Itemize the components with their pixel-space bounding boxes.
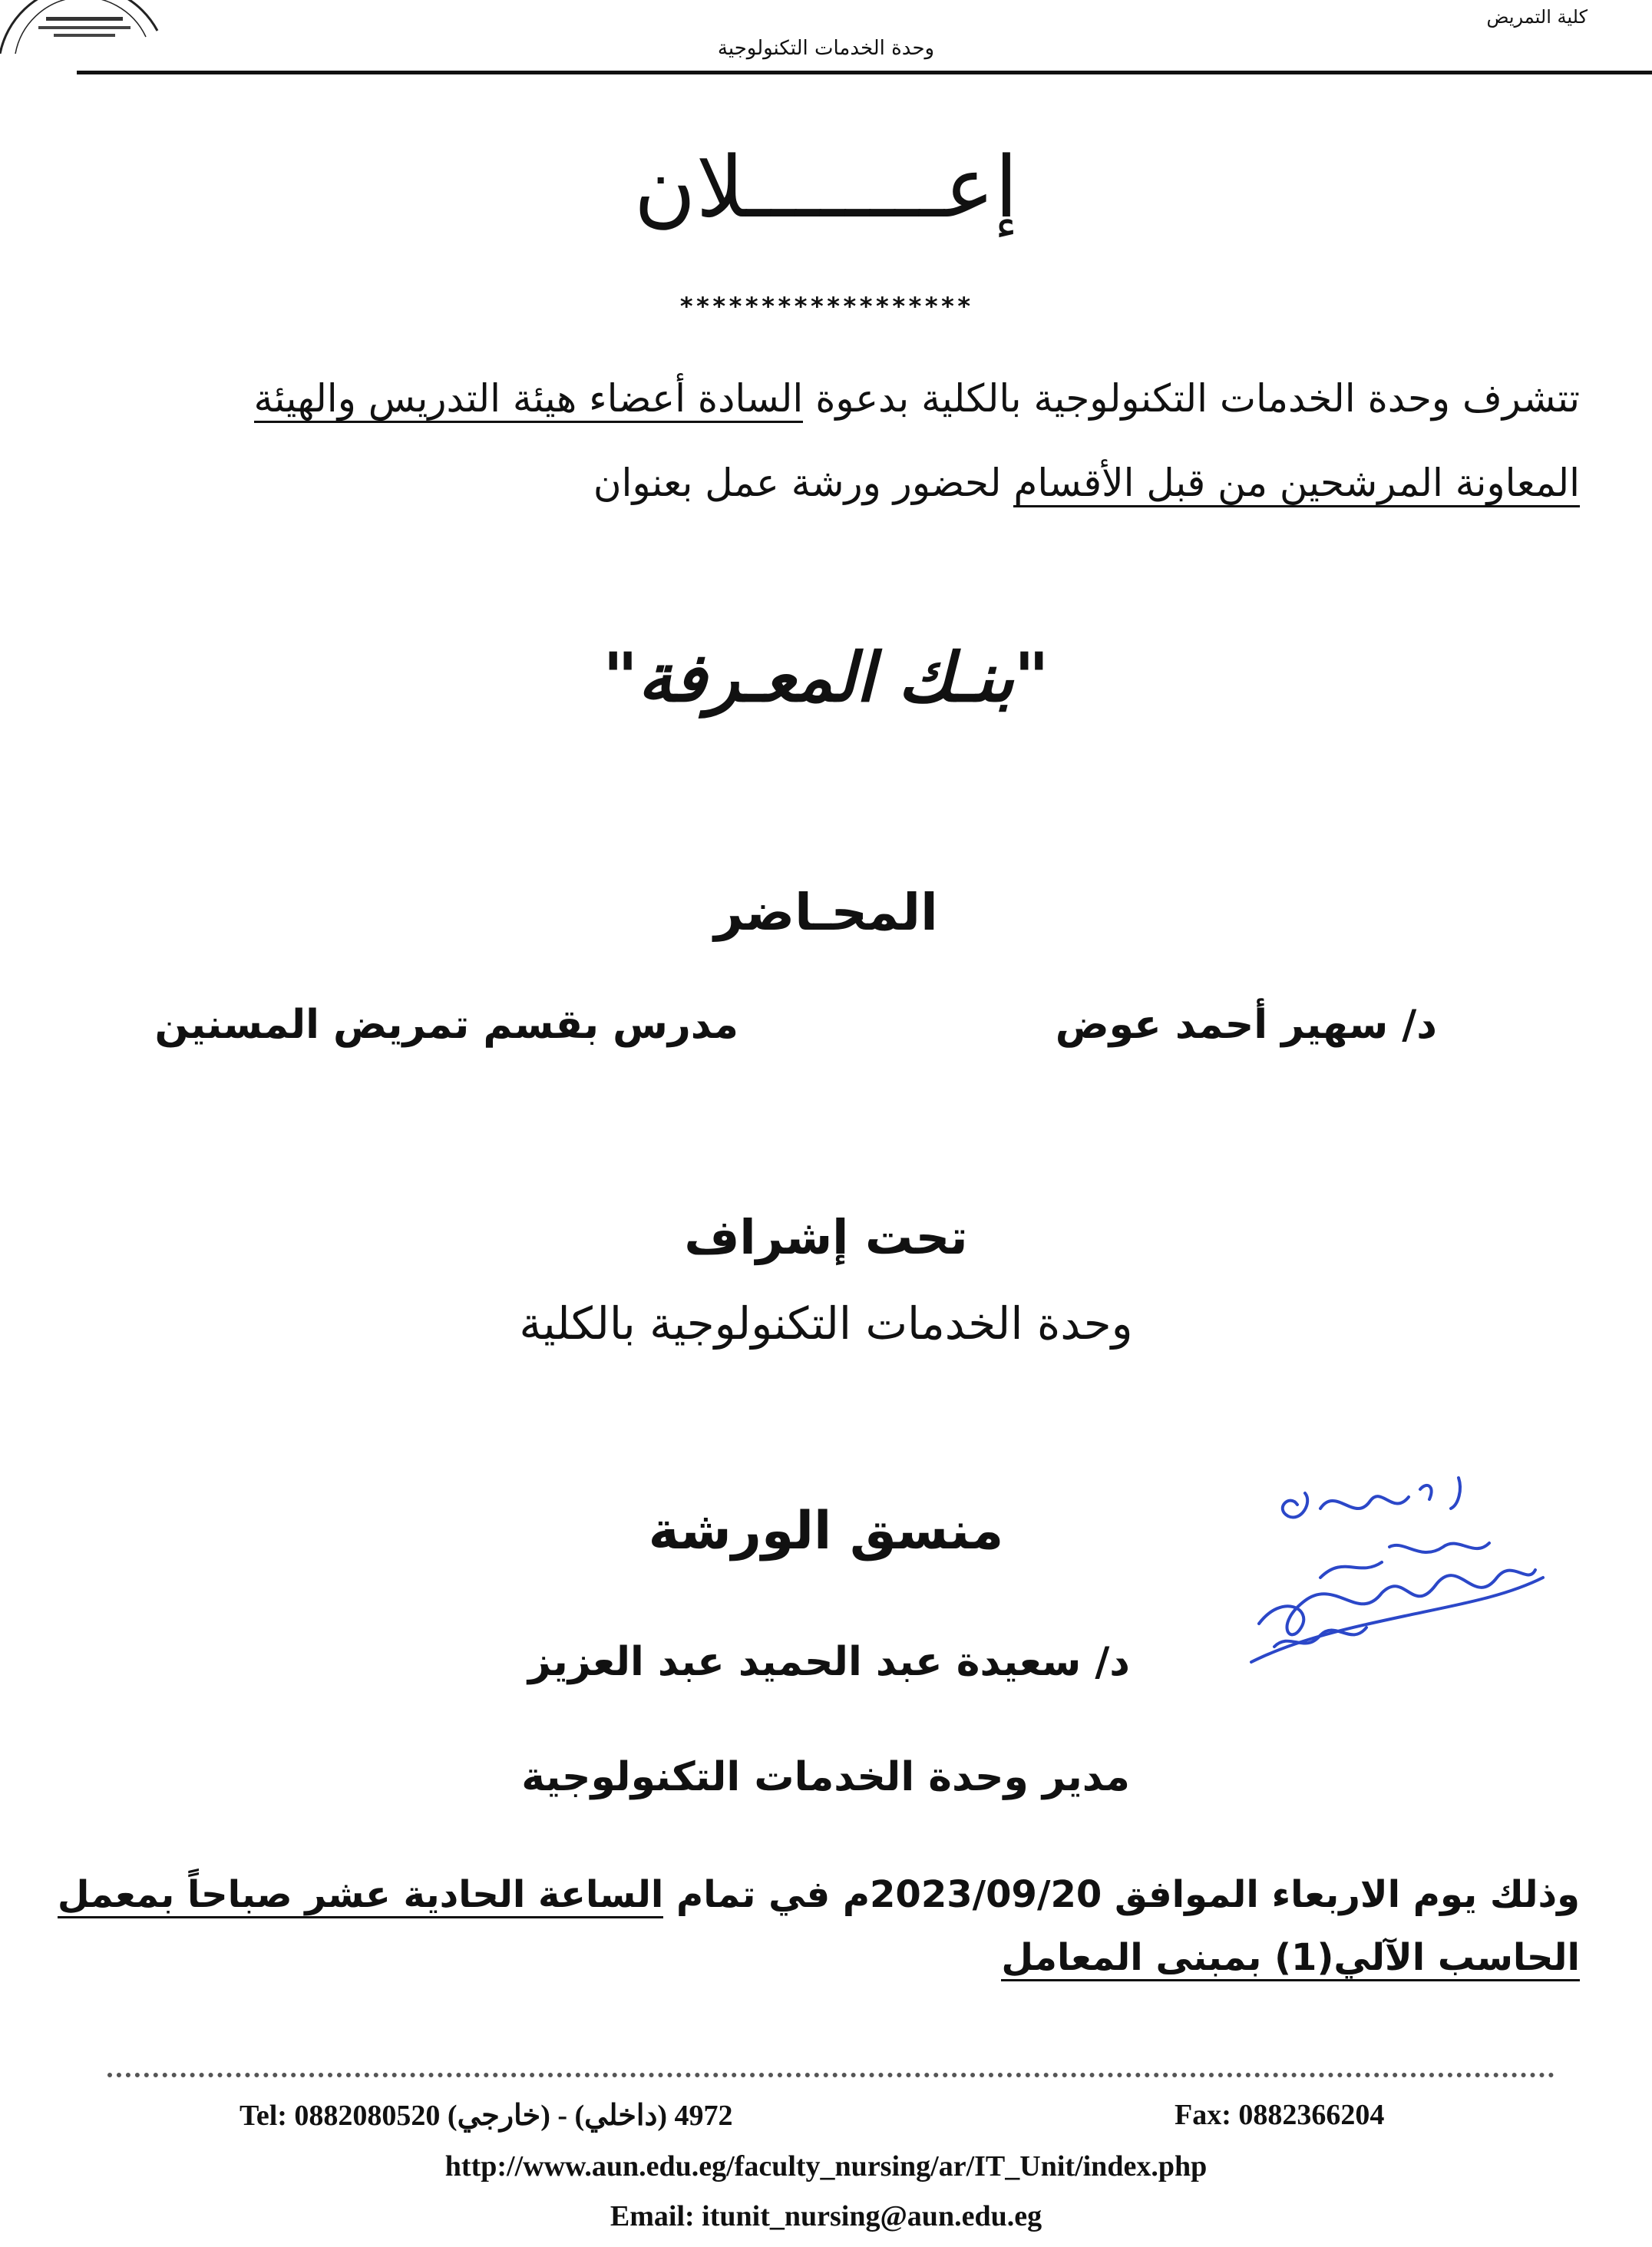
intro-line-1 — [83, 376, 1580, 421]
announcement-title: إعــــــــلان — [633, 138, 1019, 236]
workshop-title: "بنـك المعـرفة" — [603, 637, 1049, 717]
footer-tel: Tel: 0882080520 (خارجي) - 4972 (داخلي) — [240, 2100, 733, 2132]
when-line-1-underlined: الساعة الحادية عشر صباحاً بمعمل — [58, 1873, 663, 1918]
footer-fax: Fax: 0882366204 — [1175, 2099, 1385, 2131]
intro-line-1-underlined: السادة أعضاء هيئة التدريس والهيئة — [254, 376, 804, 423]
coordinator-name: د/ سعيدة عبد الحميد عبد العزيز — [527, 1639, 1130, 1685]
coordinator-heading: منسق الورشة — [648, 1501, 1004, 1561]
when-line-2 — [52, 1936, 1580, 1979]
header-divider — [77, 71, 1652, 74]
handwritten-signature — [1228, 1462, 1566, 1693]
coordinator-title: مدير وحدة الخدمات التكنولوجية — [521, 1754, 1130, 1800]
when-line-1 — [52, 1873, 1580, 1916]
intro-line-2-text: لحضور ورشة عمل بعنوان — [593, 461, 1014, 505]
footer-email[interactable]: Email: itunit_nursing@aun.edu.eg — [610, 2200, 1042, 2232]
college-name: كلية التمريض — [1486, 6, 1588, 28]
lecturer-heading: المحـاضر — [714, 883, 938, 942]
intro-line-2-underlined: المعاونة المرشحين من قبل الأقسام — [1013, 461, 1580, 507]
when-line-2-underlined: الحاسب الآلي(1) بمبنى المعامل — [1001, 1936, 1580, 1981]
intro-line-2 — [83, 461, 1580, 505]
unit-header: وحدة الخدمات التكنولوجية — [717, 37, 935, 60]
intro-line-1-text: تتشرف وحدة الخدمات التكنولوجية بالكلية بدعوة — [803, 376, 1580, 421]
supervision-unit: وحدة الخدمات التكنولوجية بالكلية — [519, 1297, 1133, 1350]
lecturer-name: د/ سهير أحمد عوض — [1055, 1002, 1437, 1048]
star-separator: ****************** — [679, 292, 973, 321]
supervision-heading: تحت إشراف — [684, 1209, 968, 1265]
footer-divider — [107, 2073, 1555, 2077]
footer-url[interactable]: http://www.aun.edu.eg/faculty_nursing/ar/IT_Unit/index.php — [444, 2150, 1208, 2183]
lecturer-title: مدرس بقسم تمريض المسنين — [154, 1002, 738, 1048]
when-line-1-text: وذلك يوم الاربعاء الموافق 2023/09/20م في تمام — [663, 1873, 1580, 1916]
